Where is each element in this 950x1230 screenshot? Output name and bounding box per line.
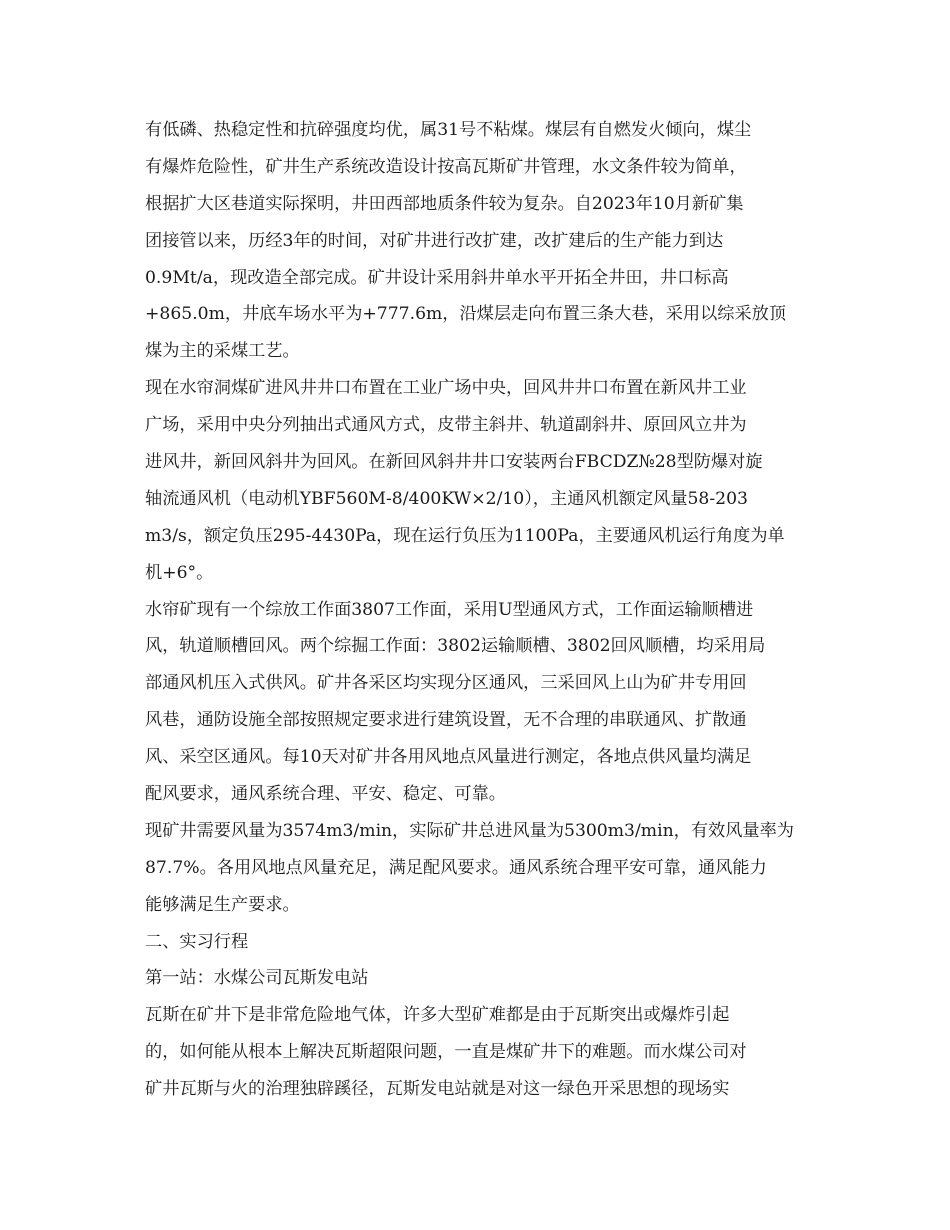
text-line: 风巷，通防设施全部按照规定要求进行建筑设置，无不合理的串联通风、扩散通 (145, 710, 747, 731)
text-line: 水帘矿现有一个综放工作面3807工作面，采用U型通风方式，工作面运输顺槽进 (145, 599, 754, 620)
text-line: 部通风机压入式供风。矿井各采区均实现分区通风，三采回风上山为矿井专用回 (145, 673, 747, 694)
text-line: 配风要求，通风系统合理、平安、稳定、可靠。 (145, 784, 506, 805)
document-body (145, 112, 815, 1108)
text-line: 团接管以来，历经3年的时间，对矿井进行改扩建，改扩建后的生产能力到达 (145, 230, 724, 251)
text-line: 风、采空区通风。每10天对矿井各用风地点风量进行测定，各地点供风量均满足 (145, 747, 752, 768)
section-heading: 二、实习行程 (145, 931, 249, 952)
text-line: m3/s，额定负压295-4430Pa，现在运行负压为1100Pa，主要通风机运行角度为单 (145, 525, 785, 546)
text-line: 瓦斯在矿井下是非常危险地气体，许多大型矿难都是由于瓦斯突出或爆炸引起 (145, 1005, 730, 1026)
text-line: 87.7%。各用风地点风量充足，满足配风要求。通风系统合理平安可靠，通风能力 (145, 857, 767, 878)
text-line: 轴流通风机（电动机YBF560M-8/400KW×2/10），主通风机额定风量58-203 (145, 488, 748, 509)
text-line: 现矿井需要风量为3574m3/min，实际矿井总进风量为5300m3/min，有效风量率为 (145, 820, 794, 841)
text-line: 风，轨道顺槽回风。两个综掘工作面：3802运输顺槽、3802回风顺槽，均采用局 (145, 636, 766, 657)
text-line: 煤为主的采煤工艺。 (145, 341, 300, 362)
text-line: 机+6°。 (145, 562, 214, 583)
subsection-heading: 第一站：水煤公司瓦斯发电站 (145, 968, 369, 989)
text-line: 能够满足生产要求。 (145, 894, 300, 915)
text-line: 有爆炸危险性，矿井生产系统改造设计按高瓦斯矿井管理，水文条件较为简单， (145, 156, 747, 177)
text-line: 矿井瓦斯与火的治理独辟蹊径，瓦斯发电站就是对这一绿色开采思想的现场实 (145, 1079, 730, 1100)
text-line: 0.9Mt/a，现改造全部完成。矿井设计采用斜井单水平开拓全井田，井口标高 (145, 267, 729, 288)
text-line: +865.0m，井底车场水平为+777.6m，沿煤层走向布置三条大巷，采用以综采放顶 (145, 304, 787, 325)
text-line: 的，如何能从根本上解决瓦斯超限问题，一直是煤矿井下的难题。而水煤公司对 (145, 1042, 747, 1063)
text-line: 有低磷、热稳定性和抗碎强度均优，属31号不粘煤。煤层有自燃发火倾向，煤尘 (145, 120, 752, 140)
text-line: 现在水帘洞煤矿进风井井口布置在工业广场中央，回风井井口布置在新风井工业 (145, 378, 747, 399)
text-line: 进风井，新回风斜井为回风。在新回风斜井井口安装两台FBCDZ№28型防爆对旋 (145, 452, 763, 473)
text-line: 广场，采用中央分列抽出式通风方式，皮带主斜井、轨道副斜井、原回风立井为 (145, 415, 747, 436)
text-line: 根据扩大区巷道实际探明，井田西部地质条件较为复杂。自2023年10月新矿集 (145, 193, 744, 214)
